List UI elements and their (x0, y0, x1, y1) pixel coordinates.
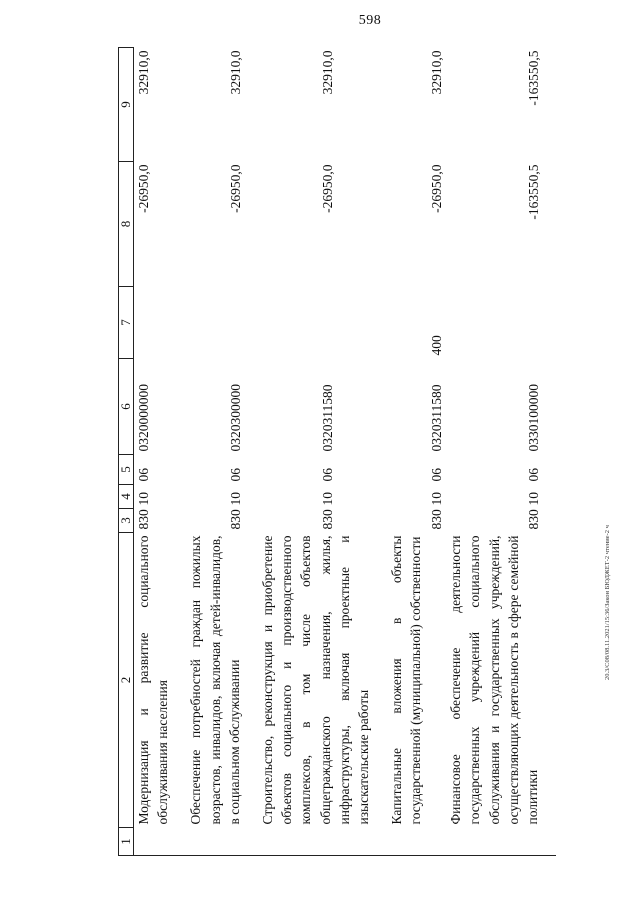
row-c5: 06 (526, 468, 542, 482)
row-c9: -163550,5 (526, 50, 542, 106)
row-c5: 06 (228, 468, 244, 482)
document-footer-note: 20.3/C08/08.11.2021/15:36/Закон БЮДЖЕТ-2 чтение-2 ч (604, 525, 611, 680)
row-c8: -26950,0 (429, 164, 445, 213)
header-col-5: 5 (119, 455, 134, 485)
row-c6: 0320311580 (320, 384, 336, 452)
row-c8: -163550,5 (526, 164, 542, 220)
budget-table-rotated (118, 48, 598, 856)
header-col-4: 4 (119, 485, 134, 509)
row-c8: -26950,0 (228, 164, 244, 213)
row-c7 (134, 287, 187, 359)
row-name: Обеспечение потребностей граждан пожилых возрастов, инвалидов, включая детей-инвалидов, в социальном обслуживании (188, 535, 242, 825)
header-col-3: 3 (119, 509, 134, 533)
header-col-6: 6 (119, 359, 134, 455)
row-c6: 0320000000 (136, 384, 151, 452)
table-row (258, 48, 387, 856)
row-c7 (446, 287, 556, 359)
table-row (186, 48, 258, 856)
table-row (387, 48, 446, 856)
row-c8: -26950,0 (320, 164, 336, 213)
row-name: Модернизация и развитие социального обслуживания населения (136, 535, 171, 825)
budget-table (118, 47, 556, 856)
row-name: Капитальные вложения в объекты государственной (муниципальной) собственности (389, 535, 424, 825)
row-c9: 32910,0 (136, 50, 151, 95)
row-c4: 10 (228, 492, 244, 506)
row-c6: 0330100000 (526, 384, 542, 452)
row-name: Финансовое обеспечение деятельности государственных учреждений социального обслуживания и государственных учреждений, осуществляющих деятельность в сфере семейной политики (448, 535, 541, 825)
row-c4: 10 (429, 492, 445, 506)
header-col-7: 7 (119, 287, 134, 359)
rotated-table-container (118, 48, 598, 856)
row-c9: 32910,0 (228, 50, 244, 95)
table-row (134, 48, 187, 856)
row-c6: 0320300000 (228, 384, 244, 452)
row-c7 (186, 287, 258, 359)
header-col-2: 2 (119, 533, 134, 828)
row-c9: 32910,0 (320, 50, 336, 95)
table-row (446, 48, 556, 856)
row-c7: 400 (429, 335, 445, 356)
row-c6: 0320311580 (429, 384, 445, 452)
row-c3: 830 (136, 509, 151, 530)
row-c4: 10 (526, 492, 542, 506)
row-name: Строительство, реконструкция и приобретение объектов социального и производственного комплексов, в том числе объектов общегражданского назначения, жилья, инфраструктуры, включая проектные и изыскательские работы (260, 535, 372, 825)
table-header-row (119, 48, 134, 856)
row-c3: 830 (320, 509, 336, 530)
row-c5: 06 (429, 468, 445, 482)
row-c3: 830 (429, 509, 445, 530)
row-c9: 32910,0 (429, 50, 445, 95)
row-c5: 06 (136, 468, 151, 482)
row-c3: 830 (526, 509, 542, 530)
row-c7 (258, 287, 387, 359)
header-col-9: 9 (119, 48, 134, 162)
row-c8: -26950,0 (136, 164, 151, 213)
header-col-1: 1 (119, 828, 134, 856)
row-c4: 10 (320, 492, 336, 506)
row-c3: 830 (228, 509, 244, 530)
page-number: 598 (358, 13, 382, 28)
header-col-8: 8 (119, 162, 134, 287)
row-c4: 10 (136, 492, 151, 506)
row-c5: 06 (320, 468, 336, 482)
